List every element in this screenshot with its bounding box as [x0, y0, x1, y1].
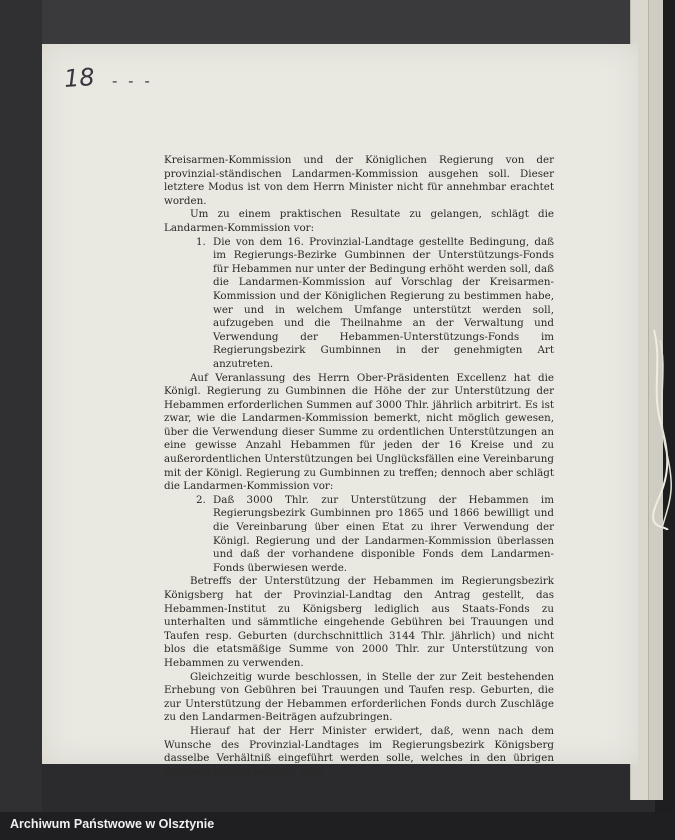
document-text — [164, 154, 554, 779]
scan-background-left — [0, 0, 42, 840]
item-number: 2. — [196, 493, 206, 506]
paragraph-arbitration: Auf Veranlassung des Herrn Ober-Präsidenten Excellenz hat die Königl. Regierung zu Gumbinnen die Höhe der zur Unterstützung der Hebammen erforderlichen Summen auf 3000 Thlr. jährlich arbitrirt. Es ist zwar, wie die Landarmen-Kommission bemerkt, nicht möglich gewesen, über die Verwendung dieser Summe zu ordentlichen Unterstützungen an eine gewisse Anzahl Hebammen für jeden der 16 Kreise und zu außerordentlichen Unterstützungen bei Unglücksfällen eine Vereinbarung mit der Königl. Regierung zu Gumbinnen zu treffen; dennoch aber schlägt die Landarmen-Kommission vor: — [164, 371, 554, 493]
paragraph-decision: Gleichzeitig wurde beschlossen, in Stelle der zur Zeit bestehenden Erhebung von Gebühren bei Trauungen und Taufen resp. Geburten, die zur Unterstützung der Hebammen erforderlichen Fonds durch Zuschläge zu den Landarmen-Beiträgen aufzubringen. — [164, 670, 554, 724]
paragraph-koenigsberg: Betreffs der Unterstützung der Hebammen im Regierungsbezirk Königsberg hat der Provinzial-Landtag den Antrag gestellt, das Hebammen-Institut zu Königsberg lediglich aus Staats-Fonds zu unterhalten und sämmtliche eingehende Gebühren bei Trauungen und Taufen resp. Geburten (durchschnittlich 3144 Thlr. jährlich) und nicht blos die etatsmäßige Summe von 2000 Thlr. zur Unterstützung von Hebammen zu verwenden. — [164, 575, 554, 669]
item-text: Daß 3000 Thlr. zur Unterstützung der Hebammen im Regierungsbezirk Gumbinnen pro 1865 und 1866 bewilligt und die Vereinbarung über einen Etat zu ihrer Verwendung der Königl. Regierung und der Landarmen-Kommission überlassen und daß der vorhandene disponible Fonds dem Landarmen-Fonds überwiesen werde. — [213, 493, 554, 574]
proposal-item-2 — [196, 494, 554, 576]
paragraph-minister-reply: Hierauf hat der Herr Minister erwidert, daß, wenn nach dem Wunsche des Provinzial-Landtages im Regierungsbezirk Königsberg dasselbe Verhältniß eingeführt werden solle, welches in den übrigen Bezirken bereits bestehe, eine — [164, 724, 554, 778]
page-number-dashes: - - - — [112, 72, 153, 90]
scan-background-top — [0, 0, 675, 44]
paragraph-proposal: Um zu einem praktischen Resultate zu gelangen, schlägt die Landarmen-Kommission vor: — [164, 208, 554, 234]
binding-thread — [650, 330, 675, 530]
archive-footer — [0, 812, 675, 840]
page-number: 18 — [63, 62, 96, 94]
archive-label: Archiwum Państwowe w Olsztynie — [10, 817, 215, 831]
opening-paragraph: Kreisarmen-Kommission und der Königlichen Regierung von der provinzial-ständischen Landarmen-Kommission ausgehen soll. Dieser letztere Modus ist von dem Herrn Minister nicht für annehmbar erachtet worden. — [164, 154, 554, 207]
item-text: Die von dem 16. Provinzial-Landtage gestellte Bedingung, daß im Regierungs-Bezirke Gumbinnen der Unterstützungs-Fonds für Hebammen nur unter der Bedingung erhöht werden soll, daß die Landarmen-Kommission auf Vorschlag der Kreisarmen-Kommission und der Königlichen Regierung zu bestimmen habe, wer und in welchem Umfange unterstützt werden soll, aufzugeben und die Theilnahme an der Verwaltung und Verwendung der Hebammen-Unterstützungs-Fonds im Regierungsbezirk Gumbinnen in der genehmigten Art anzutreten. — [213, 235, 554, 370]
item-number: 1. — [196, 235, 206, 248]
proposal-item-1 — [196, 236, 554, 372]
